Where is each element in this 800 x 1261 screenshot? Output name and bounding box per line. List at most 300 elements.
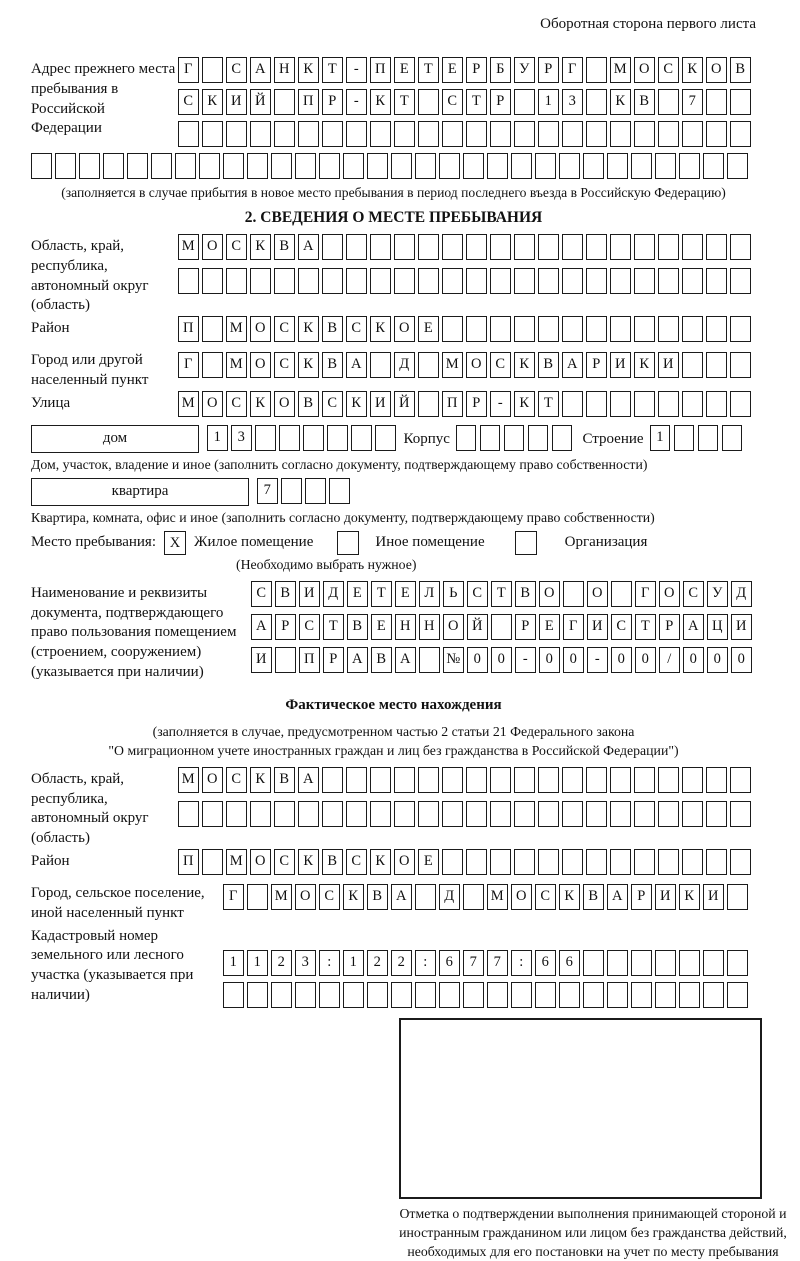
char-cell: -	[515, 647, 536, 673]
char-cell: П	[178, 849, 199, 875]
char-cell	[730, 391, 751, 417]
char-cell: И	[299, 581, 320, 607]
char-cell	[490, 849, 511, 875]
char-cell	[562, 316, 583, 342]
char-cell: О	[587, 581, 608, 607]
char-cell	[279, 425, 300, 451]
char-cell	[679, 982, 700, 1008]
char-cell	[562, 391, 583, 417]
char-cell	[271, 153, 292, 179]
char-cell: К	[634, 352, 655, 378]
street-row	[178, 391, 756, 417]
char-cell	[559, 982, 580, 1008]
char-cell	[226, 801, 247, 827]
char-cell	[178, 121, 199, 147]
char-cell	[415, 884, 436, 910]
stay-type-option-zhiloe: Жилое помещение	[194, 534, 314, 551]
char-cell	[202, 268, 223, 294]
char-cell: С	[346, 849, 367, 875]
char-cell: С	[274, 352, 295, 378]
cadastral-label: Кадастровый номер земельного или лесного участка (указывается при наличии)	[31, 927, 194, 1003]
char-cell	[327, 425, 348, 451]
char-cell: 1	[247, 950, 268, 976]
char-cell	[442, 767, 463, 793]
char-cell	[658, 121, 679, 147]
char-cell: П	[370, 57, 391, 83]
confirmation-stamp-box	[399, 1018, 762, 1199]
char-cell: С	[226, 57, 247, 83]
char-cell	[682, 849, 703, 875]
stay-type-note: (Необходимо выбрать нужное)	[236, 556, 417, 572]
char-cell: М	[226, 849, 247, 875]
char-cell	[562, 849, 583, 875]
char-cell	[514, 801, 535, 827]
char-cell: Ц	[707, 614, 728, 640]
char-cell: Р	[275, 614, 296, 640]
char-cell	[528, 425, 549, 451]
char-cell: Г	[635, 581, 656, 607]
char-cell	[631, 950, 652, 976]
stay-type-checkbox-org	[515, 531, 537, 555]
char-cell: Е	[418, 316, 439, 342]
char-cell	[466, 767, 487, 793]
char-cell: В	[730, 57, 751, 83]
char-cell	[343, 982, 364, 1008]
char-cell	[394, 767, 415, 793]
char-cell: О	[511, 884, 532, 910]
char-cell	[418, 391, 439, 417]
char-cell	[298, 121, 319, 147]
char-cell	[611, 581, 632, 607]
district-field	[31, 316, 756, 348]
char-cell: Й	[250, 89, 271, 115]
char-cell	[202, 352, 223, 378]
char-cell	[583, 982, 604, 1008]
char-cell: 7	[682, 89, 703, 115]
char-cell: Д	[394, 352, 415, 378]
char-cell: Й	[394, 391, 415, 417]
char-cell: С	[226, 234, 247, 260]
char-cell	[586, 849, 607, 875]
char-cell	[682, 234, 703, 260]
char-cell: С	[274, 849, 295, 875]
char-cell	[274, 268, 295, 294]
char-cell: С	[322, 391, 343, 417]
char-cell	[730, 352, 751, 378]
char-cell	[514, 849, 535, 875]
char-cell: А	[347, 647, 368, 673]
char-cell	[346, 767, 367, 793]
char-cell: Г	[223, 884, 244, 910]
region-label: Область, край, республика, автономный округ (область)	[31, 238, 149, 314]
char-cell: Е	[394, 57, 415, 83]
char-cell: С	[178, 89, 199, 115]
char-cell: 0	[683, 647, 704, 673]
char-cell	[343, 153, 364, 179]
char-cell	[319, 153, 340, 179]
char-cell	[178, 268, 199, 294]
char-cell	[655, 153, 676, 179]
char-cell: Е	[442, 57, 463, 83]
region-field	[31, 234, 756, 316]
char-cell: Л	[419, 581, 440, 607]
char-cell: В	[275, 581, 296, 607]
char-cell	[607, 153, 628, 179]
char-cell	[223, 153, 244, 179]
document-row-2	[251, 614, 756, 640]
char-cell	[511, 982, 532, 1008]
char-cell	[202, 57, 223, 83]
char-cell	[247, 153, 268, 179]
char-cell: К	[370, 849, 391, 875]
char-cell	[466, 316, 487, 342]
char-cell: С	[226, 391, 247, 417]
char-cell	[658, 391, 679, 417]
char-cell	[727, 884, 748, 910]
char-cell	[418, 268, 439, 294]
char-cell	[415, 982, 436, 1008]
apartment-number-cells	[257, 478, 350, 504]
char-cell	[442, 121, 463, 147]
char-cell: А	[298, 767, 319, 793]
char-cell	[274, 89, 295, 115]
char-cell: М	[226, 316, 247, 342]
char-cell	[658, 767, 679, 793]
char-cell: 7	[257, 478, 278, 504]
char-cell	[538, 121, 559, 147]
char-cell	[391, 982, 412, 1008]
char-cell	[610, 234, 631, 260]
char-cell	[634, 391, 655, 417]
char-cell: О	[274, 391, 295, 417]
char-cell	[634, 121, 655, 147]
char-cell	[274, 801, 295, 827]
char-cell	[202, 316, 223, 342]
al-region-label: Область, край, республика, автономный округ (область)	[31, 770, 149, 847]
char-cell	[514, 234, 535, 260]
char-cell	[610, 849, 631, 875]
char-cell: К	[610, 89, 631, 115]
char-cell	[370, 234, 391, 260]
char-cell	[175, 153, 196, 179]
char-cell: 7	[487, 950, 508, 976]
char-cell: М	[178, 391, 199, 417]
char-cell	[610, 391, 631, 417]
char-cell: Т	[394, 89, 415, 115]
char-cell	[223, 982, 244, 1008]
char-cell	[275, 647, 296, 673]
char-cell: -	[346, 57, 367, 83]
char-cell	[634, 316, 655, 342]
char-cell: В	[322, 849, 343, 875]
char-cell	[730, 316, 751, 342]
char-cell: О	[394, 316, 415, 342]
char-cell: Т	[466, 89, 487, 115]
char-cell: 0	[707, 647, 728, 673]
char-cell: М	[610, 57, 631, 83]
char-cell: О	[295, 884, 316, 910]
char-cell	[586, 234, 607, 260]
char-cell	[562, 121, 583, 147]
char-cell: А	[250, 57, 271, 83]
char-cell	[418, 801, 439, 827]
char-cell: К	[298, 316, 319, 342]
char-cell	[442, 234, 463, 260]
char-cell: К	[298, 352, 319, 378]
char-cell	[727, 950, 748, 976]
char-cell	[127, 153, 148, 179]
char-cell: 0	[731, 647, 752, 673]
char-cell: С	[442, 89, 463, 115]
char-cell	[394, 234, 415, 260]
char-cell: В	[274, 234, 295, 260]
char-cell: С	[274, 316, 295, 342]
street-label: Улица	[31, 394, 71, 411]
district-row	[178, 316, 756, 342]
char-cell	[538, 849, 559, 875]
char-cell: В	[371, 647, 392, 673]
char-cell: А	[607, 884, 628, 910]
char-cell	[535, 982, 556, 1008]
char-cell	[439, 153, 460, 179]
al-district-label: Район	[31, 852, 70, 869]
stay-type-option-inoe: Иное помещение	[375, 534, 485, 551]
char-cell: В	[322, 316, 343, 342]
char-cell: К	[370, 316, 391, 342]
char-cell	[418, 352, 439, 378]
char-cell: К	[343, 884, 364, 910]
char-cell: -	[587, 647, 608, 673]
char-cell	[727, 153, 748, 179]
char-cell: 1	[207, 425, 228, 451]
char-cell: О	[634, 57, 655, 83]
char-cell: К	[346, 391, 367, 417]
char-cell	[706, 391, 727, 417]
char-cell	[634, 268, 655, 294]
char-cell	[586, 316, 607, 342]
char-cell	[538, 801, 559, 827]
actual-location-title: Фактическое место нахождения	[285, 696, 502, 713]
char-cell: Р	[538, 57, 559, 83]
char-cell: О	[202, 234, 223, 260]
char-cell: О	[394, 849, 415, 875]
char-cell	[559, 153, 580, 179]
al-region-row-2	[178, 801, 756, 827]
char-cell	[463, 982, 484, 1008]
char-cell	[255, 425, 276, 451]
char-cell: О	[443, 614, 464, 640]
char-cell	[226, 268, 247, 294]
char-cell: Д	[731, 581, 752, 607]
char-cell: 2	[271, 950, 292, 976]
char-cell: Р	[323, 647, 344, 673]
char-cell	[658, 89, 679, 115]
apartment-row	[31, 478, 756, 506]
char-cell	[418, 121, 439, 147]
char-cell	[466, 801, 487, 827]
char-cell: У	[707, 581, 728, 607]
char-cell	[415, 153, 436, 179]
char-cell: /	[659, 647, 680, 673]
char-cell	[247, 982, 268, 1008]
char-cell: И	[658, 352, 679, 378]
char-cell: О	[706, 57, 727, 83]
char-cell: С	[226, 767, 247, 793]
char-cell: Б	[490, 57, 511, 83]
cadastral-row-2	[223, 982, 756, 1008]
char-cell	[250, 121, 271, 147]
char-cell	[490, 268, 511, 294]
char-cell	[634, 849, 655, 875]
char-cell	[706, 801, 727, 827]
char-cell	[698, 425, 719, 451]
stay-type-row	[31, 531, 756, 555]
char-cell	[730, 121, 751, 147]
char-cell	[298, 801, 319, 827]
char-cell: В	[634, 89, 655, 115]
char-cell: О	[539, 581, 560, 607]
char-cell	[370, 121, 391, 147]
char-cell: 3	[562, 89, 583, 115]
char-cell	[586, 57, 607, 83]
char-cell	[682, 767, 703, 793]
char-cell: 2	[367, 950, 388, 976]
korpus-label: Корпус	[403, 430, 450, 447]
char-cell	[514, 89, 535, 115]
char-cell	[79, 153, 100, 179]
char-cell	[456, 425, 477, 451]
char-cell	[631, 153, 652, 179]
page-side-note: Оборотная сторона первого листа	[540, 16, 756, 32]
section2-title: 2. СВЕДЕНИЯ О МЕСТЕ ПРЕБЫВАНИЯ	[244, 209, 543, 226]
char-cell: И	[703, 884, 724, 910]
char-cell: С	[299, 614, 320, 640]
char-cell	[295, 982, 316, 1008]
char-cell: Й	[467, 614, 488, 640]
char-cell	[351, 425, 372, 451]
char-cell: Е	[539, 614, 560, 640]
char-cell: Т	[371, 581, 392, 607]
char-cell: 1	[343, 950, 364, 976]
char-cell: Р	[466, 391, 487, 417]
char-cell: П	[299, 647, 320, 673]
char-cell: К	[682, 57, 703, 83]
char-cell	[610, 316, 631, 342]
char-cell: Т	[322, 57, 343, 83]
char-cell	[682, 316, 703, 342]
char-cell: 0	[563, 647, 584, 673]
char-cell: Т	[323, 614, 344, 640]
char-cell: И	[226, 89, 247, 115]
char-cell	[202, 801, 223, 827]
char-cell	[247, 884, 268, 910]
char-cell: В	[515, 581, 536, 607]
char-cell	[466, 268, 487, 294]
char-cell	[607, 982, 628, 1008]
char-cell	[658, 849, 679, 875]
stroenie-cells	[650, 425, 743, 451]
prev-address-grid	[178, 57, 756, 153]
char-cell: 0	[491, 647, 512, 673]
char-cell: И	[370, 391, 391, 417]
char-cell	[491, 614, 512, 640]
char-cell	[199, 153, 220, 179]
char-cell: 0	[539, 647, 560, 673]
char-cell	[322, 234, 343, 260]
char-cell: 0	[635, 647, 656, 673]
char-cell	[367, 153, 388, 179]
char-cell	[322, 121, 343, 147]
char-cell	[634, 801, 655, 827]
prev-address-row-3	[178, 121, 756, 147]
korpus-cells	[456, 425, 573, 451]
stay-type-label: Место пребывания:	[31, 534, 156, 551]
char-cell	[538, 316, 559, 342]
char-cell	[370, 268, 391, 294]
char-cell	[271, 982, 292, 1008]
char-cell: Н	[274, 57, 295, 83]
city-field	[31, 348, 756, 391]
char-cell	[586, 391, 607, 417]
char-cell	[535, 153, 556, 179]
char-cell	[442, 316, 463, 342]
char-cell	[375, 425, 396, 451]
char-cell: В	[367, 884, 388, 910]
al-district-row	[178, 849, 756, 875]
char-cell	[394, 121, 415, 147]
char-cell: К	[202, 89, 223, 115]
char-cell: М	[271, 884, 292, 910]
char-cell: О	[659, 581, 680, 607]
char-cell	[466, 121, 487, 147]
char-cell	[202, 121, 223, 147]
char-cell: К	[298, 57, 319, 83]
char-cell	[679, 950, 700, 976]
char-cell: 6	[559, 950, 580, 976]
char-cell: 0	[467, 647, 488, 673]
char-cell	[562, 268, 583, 294]
char-cell: В	[583, 884, 604, 910]
char-cell	[682, 801, 703, 827]
char-cell	[610, 268, 631, 294]
char-cell: К	[250, 767, 271, 793]
char-cell: Р	[490, 89, 511, 115]
char-cell	[730, 849, 751, 875]
char-cell	[631, 982, 652, 1008]
char-cell	[346, 801, 367, 827]
char-cell: Т	[418, 57, 439, 83]
char-cell: С	[658, 57, 679, 83]
char-cell: Е	[418, 849, 439, 875]
char-cell	[655, 982, 676, 1008]
char-cell: А	[346, 352, 367, 378]
char-cell	[490, 801, 511, 827]
char-cell	[490, 234, 511, 260]
char-cell	[706, 316, 727, 342]
char-cell	[586, 121, 607, 147]
char-cell: И	[655, 884, 676, 910]
char-cell: С	[683, 581, 704, 607]
char-cell: 1	[650, 425, 671, 451]
char-cell: Р	[515, 614, 536, 640]
char-cell: В	[538, 352, 559, 378]
char-cell	[463, 153, 484, 179]
al-city-row	[223, 884, 756, 910]
char-cell: 2	[391, 950, 412, 976]
char-cell	[730, 234, 751, 260]
char-cell: Д	[323, 581, 344, 607]
char-cell	[682, 268, 703, 294]
